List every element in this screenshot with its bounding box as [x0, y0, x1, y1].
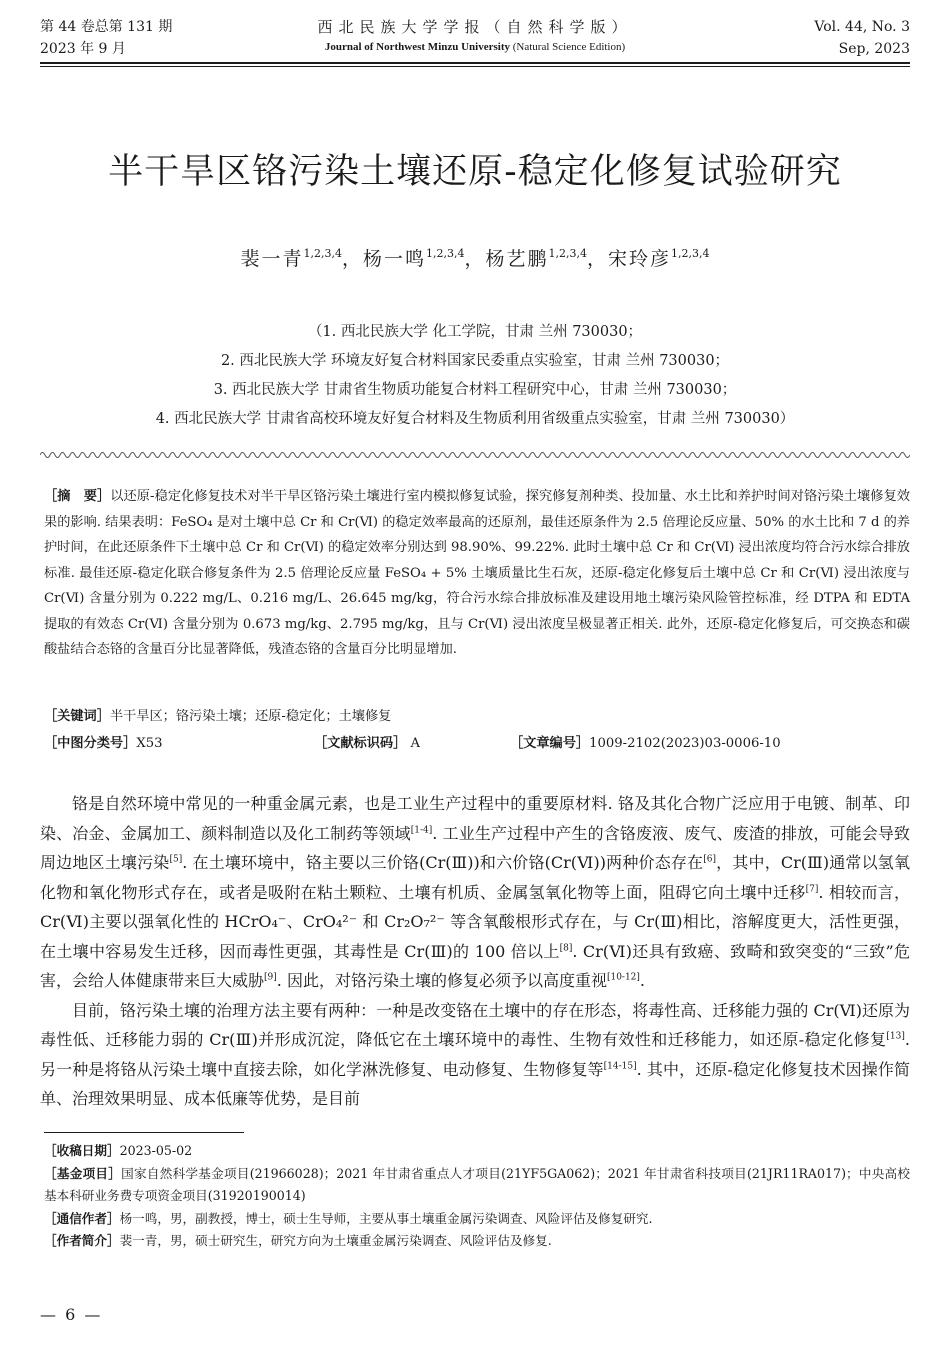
running-header: [40, 16, 910, 60]
corresponding-author: [44, 1208, 910, 1231]
footnotes: [44, 1140, 910, 1253]
author-separator: ，: [587, 248, 609, 270]
page-number: — 6 —: [40, 1305, 103, 1324]
affiliation-1: （1. 西北民族大学 化工学院，甘肃 兰州 730030；: [307, 324, 643, 340]
citation: [14-15]: [603, 1061, 637, 1072]
author-affiliation-marker: 1,2,3,4: [303, 247, 342, 260]
author-bio: [44, 1230, 910, 1253]
received-label: ［收稿日期］: [44, 1143, 120, 1158]
clc-value: X53: [136, 736, 163, 751]
text-run: 铬是自然环境中常见的一种重金属元素，也是工业生产过程中的重要原材料. 铬及其化合物广泛应用于电镀、制革、印染、冶金、金属加工、颜料制造以及化工制药等领域: [40, 794, 910, 843]
clc-label: ［中图分类号］: [44, 736, 137, 751]
decorative-wave-divider: [40, 450, 910, 460]
author-affiliation-marker: 1,2,3,4: [548, 247, 587, 260]
fund-label: ［基金项目］: [44, 1165, 122, 1181]
paragraph-1: [40, 789, 910, 996]
citation: [5]: [169, 854, 183, 865]
received-value: 2023-05-02: [119, 1143, 193, 1158]
author-separator: ，: [464, 248, 486, 270]
keywords-label: ［关键词］: [44, 709, 110, 724]
journal-edition-en: (Natural Science Edition): [512, 41, 626, 53]
bio-label: ［作者简介］: [44, 1233, 120, 1248]
document-code-label: ［文献标识码］: [314, 736, 407, 751]
header-center: [40, 16, 910, 56]
corr-value: 杨一鸣，男，副教授，博士，硕士生导师，主要从事土壤重金属污染调查、风险评估及修复研究.: [119, 1210, 653, 1226]
text-run: . 因此，对铬污染土壤的修复必须予以高度重视: [276, 971, 607, 990]
fund-value: 国家自然科学基金项目(21966028)；2021 年甘肃省重点人才项目(21YF5GA062)；2021 年甘肃省科技项目(21JR11RA017)；中央高校基本科研业务费专项资金项目(31920190014): [44, 1165, 910, 1203]
citation: [9]: [264, 972, 277, 983]
author-name: 宋玲彦: [608, 248, 672, 270]
volume-issue: 第 44 卷总第 131 期: [40, 19, 173, 35]
affiliation-list: [40, 318, 910, 434]
text-run: 目前，铬污染土壤的治理方法主要有两种：一种是改变铬在土壤中的存在形态，将毒性高、迁移能力强的 Cr(Ⅵ)还原为毒性低、迁移能力弱的 Cr(Ⅲ)并形成沉淀，降低它在土壤环境中的毒性、生物有效性和迁移能力，如还原-稳定化修复: [40, 1000, 910, 1049]
volume-en: Vol. 44, No. 3: [814, 19, 910, 35]
abstract-label: ［摘 要］: [44, 489, 111, 504]
header-right: [814, 16, 910, 60]
body-text: [40, 789, 910, 1114]
author-name: 杨艺鹏: [485, 248, 549, 270]
citation: [1-4]: [410, 825, 433, 836]
journal-name-cn: 西北民族大学学报（自然科学版）: [317, 18, 633, 36]
text-run: . 相较而言，Cr(Ⅵ)主要以强氧化性的 HCrO₄⁻、CrO₄²⁻ 和 Cr₂O₇²⁻ 等含氧酸根形式存在，与 Cr(Ⅲ)相比，溶解度更大，活性更强，在土壤中容易发生迁移，因而毒性更强，其毒性是 Cr(Ⅲ)的 100 倍以上: [40, 882, 910, 961]
classification-line: [44, 731, 910, 756]
text-run: .: [639, 971, 646, 990]
abstract-text: 以还原-稳定化修复技术对半干旱区铬污染土壤进行室内模拟修复试验，探究修复剂种类、投加量、水土比和养护时间对铬污染土壤修复效果的影响. 结果表明：FeSO₄ 是对土壤中总 Cr 和 Cr(Ⅵ) 的稳定效率最高的还原剂，最佳还原条件为 2.5 倍理论反应量、50% 的水土比和 7 d 的养护时间，在此还原条件下土壤中总 Cr 和 Cr(Ⅵ) 的稳定效率分别达到 98.90%、99.22%. 此时土壤中总 Cr 和 Cr(Ⅵ) 浸出浓度均符合污水综合排放标准. 最佳还原-稳定化联合修复条件为 2.5 倍理论反应量 FeSO₄ + 5% 土壤质量比生石灰，还原-稳定化修复后土壤中总 Cr 和 Cr(Ⅵ) 浸出浓度与 Cr(Ⅵ) 含量分别为 0.222 mg/L、0.216 mg/L、26.645 mg/kg，符合污水综合排放标准及建设用地土壤污染风险管控标准，经 DTPA 和 EDTA 提取的有效态 Cr(Ⅵ) 含量分别为 0.673 mg/kg、2.795 mg/kg，且与 Cr(Ⅵ) 浸出浓度呈极显著正相关. 此外，还原-稳定化修复后，可交换态和碳酸盐结合态铬的含量百分比显著降低，残渣态铬的含量百分比明显增加.: [44, 489, 911, 657]
paper-title: 半干旱区铬污染土壤还原-稳定化修复试验研究: [108, 152, 842, 192]
abstract: [44, 484, 910, 663]
citation: [7]: [805, 884, 819, 895]
header-rule-thick: [40, 62, 910, 64]
affiliation-2: 2. 西北民族大学 环境友好复合材料国家民委重点实验室，甘肃 兰州 730030；: [220, 353, 730, 369]
author-name: 裴一青: [240, 248, 304, 270]
date-en: Sep, 2023: [838, 41, 910, 57]
article-number-label: ［文章编号］: [510, 736, 590, 751]
article-number: [510, 731, 781, 756]
text-run: . Cr(Ⅵ)还具有致癌、致畸和致突变的“三致”危害，会给人体健康带来巨大威胁: [40, 941, 910, 990]
author-name: 杨一鸣: [362, 248, 426, 270]
paragraph-2: [40, 996, 910, 1114]
affiliation-3: 3. 西北民族大学 甘肃省生物质功能复合材料工程研究中心，甘肃 兰州 730030；: [213, 382, 737, 398]
text-run: . 另一种是将铬从污染土壤中直接去除，如化学淋洗修复、电动修复、生物修复等: [40, 1030, 910, 1079]
corr-label: ［通信作者］: [44, 1210, 120, 1226]
text-run: . 工业生产过程中产生的含铬废液、废气、废渣的排放，可能会导致周边地区土壤污染: [40, 823, 910, 872]
keywords-text: 半干旱区；铬污染土壤；还原-稳定化；土壤修复: [109, 709, 392, 724]
header-rule-thin: [40, 66, 910, 67]
author-separator: ，: [341, 248, 363, 270]
journal-name-en-main: Journal of Northwest Minzu University: [324, 41, 510, 53]
received-date: [44, 1140, 910, 1163]
text-run: . 在土壤环境中，铬主要以三价铬(Cr(Ⅲ))和六价铬(Cr(Ⅵ))两种价态存在: [182, 853, 704, 872]
document-code-value: A: [410, 736, 421, 751]
clc-number: [44, 731, 162, 756]
bio-value: 裴一青，男，硕士研究生，研究方向为土壤重金属污染调查、风险评估及修复.: [119, 1233, 552, 1248]
article-number-value: 1009-2102(2023)03-0006-10: [589, 736, 781, 751]
publication-date: 2023 年 9 月: [40, 41, 126, 57]
citation: [6]: [703, 854, 716, 865]
footnote-rule: [44, 1132, 244, 1133]
author-affiliation-marker: 1,2,3,4: [426, 247, 465, 260]
text-run: . 其中，还原-稳定化修复技术因操作简单、治理效果明显、成本低廉等优势，是目前: [40, 1059, 910, 1108]
author-list: [40, 244, 910, 271]
journal-name-en: [40, 38, 910, 56]
citation: [13]: [886, 1031, 905, 1042]
affiliation-4: 4. 西北民族大学 甘肃省高校环境友好复合材料及生物质利用省级重点实验室，甘肃 兰州 730030）: [155, 411, 795, 427]
fund-info: [44, 1163, 910, 1208]
author-affiliation-marker: 1,2,3,4: [671, 247, 710, 260]
citation: [10-12]: [606, 972, 640, 983]
text-run: ，其中，Cr(Ⅲ)通常以氢氧化物和氧化物形式存在，或者是吸附在粘土颗粒、土壤有机质、金属氢氧化物等上面，阻碍它向土壤中迁移: [40, 853, 910, 902]
keywords: [44, 704, 910, 729]
citation: [8]: [559, 943, 573, 954]
document-code: [314, 731, 420, 756]
